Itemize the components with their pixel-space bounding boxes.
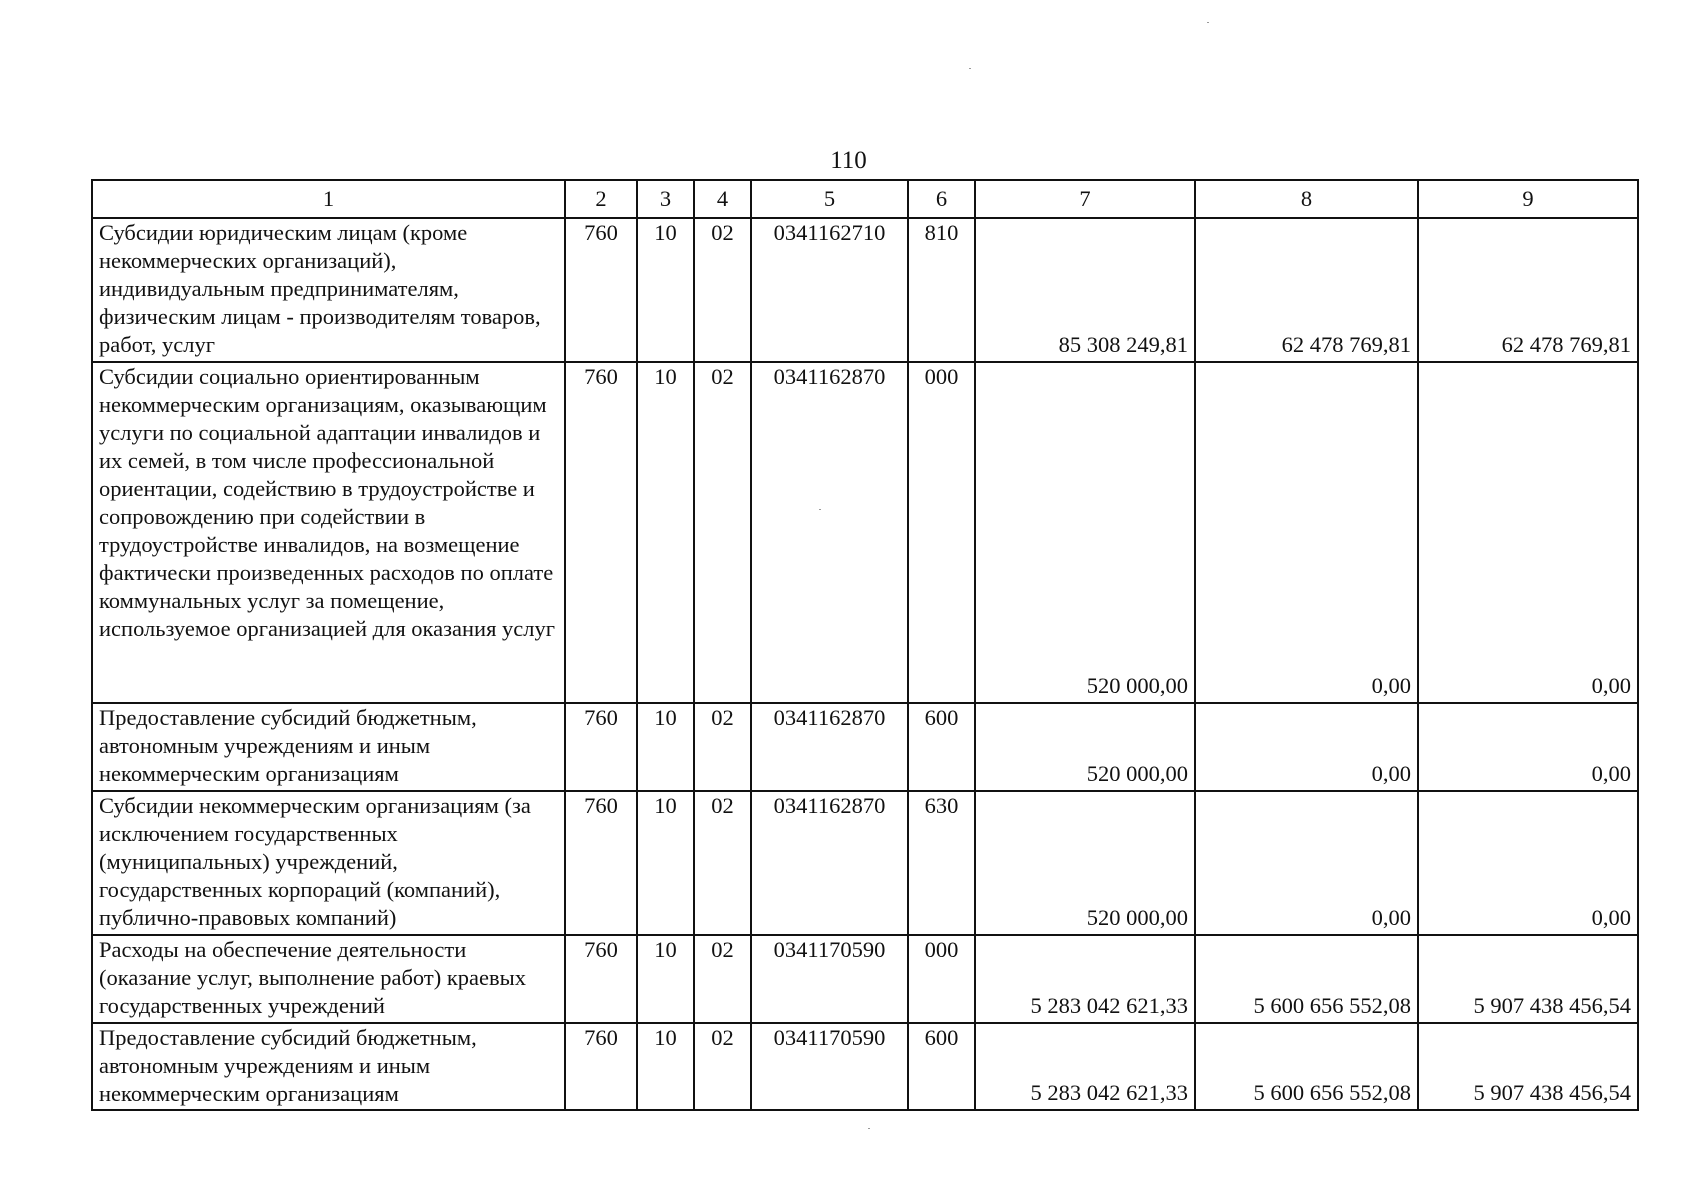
cell-amount-8: 62 478 769,81 [1195, 218, 1418, 362]
page-number: 110 [830, 147, 867, 174]
cell-amount-9: 62 478 769,81 [1418, 218, 1638, 362]
table-row [92, 218, 1638, 362]
cell-column-2: 760 [565, 703, 637, 791]
cell-description: Предоставление субсидий бюджетным, автономным учреждениям и иным некоммерческим организациям [92, 1023, 565, 1110]
cell-amount-7: 85 308 249,81 [975, 218, 1195, 362]
cell-column-4: 02 [694, 935, 751, 1023]
cell-column-2: 760 [565, 218, 637, 362]
cell-description: Субсидии социально ориентированным некоммерческим организациям, оказывающим услуги по социальной адаптации инвалидов и их семей, в том числе профессиональной ориентации, содействию в трудоустройстве и сопровождению при содействии в трудоустройстве инвалидов, на возмещение фактически произведенных расходов по оплате коммунальных услуг за помещение, используемое организацией для оказания услуг [92, 362, 565, 703]
cell-column-5: 0341162870 [751, 362, 908, 703]
table-row [92, 362, 1638, 703]
cell-amount-9: 5 907 438 456,54 [1418, 1023, 1638, 1110]
cell-amount-9: 0,00 [1418, 791, 1638, 935]
cell-amount-7: 520 000,00 [975, 362, 1195, 703]
cell-column-2: 760 [565, 935, 637, 1023]
cell-column-3: 10 [637, 218, 694, 362]
cell-amount-8: 0,00 [1195, 703, 1418, 791]
table-row [92, 703, 1638, 791]
scan-speck [1207, 22, 1209, 23]
cell-amount-7: 5 283 042 621,33 [975, 1023, 1195, 1110]
cell-column-3: 10 [637, 791, 694, 935]
cell-amount-7: 520 000,00 [975, 703, 1195, 791]
column-number-8: 8 [1195, 180, 1418, 218]
cell-column-4: 02 [694, 791, 751, 935]
cell-column-6: 000 [908, 935, 975, 1023]
cell-column-5: 0341162870 [751, 703, 908, 791]
cell-column-6: 600 [908, 1023, 975, 1110]
scan-speck [868, 1128, 870, 1129]
cell-column-3: 10 [637, 703, 694, 791]
scan-speck [969, 68, 971, 69]
cell-amount-9: 0,00 [1418, 703, 1638, 791]
cell-column-3: 10 [637, 362, 694, 703]
column-number-7: 7 [975, 180, 1195, 218]
cell-amount-8: 0,00 [1195, 791, 1418, 935]
column-number-3: 3 [637, 180, 694, 218]
cell-column-3: 10 [637, 935, 694, 1023]
cell-column-6: 600 [908, 703, 975, 791]
cell-column-4: 02 [694, 1023, 751, 1110]
cell-column-5: 0341162710 [751, 218, 908, 362]
column-number-6: 6 [908, 180, 975, 218]
cell-amount-7: 5 283 042 621,33 [975, 935, 1195, 1023]
cell-amount-8: 5 600 656 552,08 [1195, 935, 1418, 1023]
table-body [92, 180, 1638, 1110]
table-row [92, 1023, 1638, 1110]
cell-column-3: 10 [637, 1023, 694, 1110]
cell-column-5: 0341170590 [751, 1023, 908, 1110]
header-row [92, 180, 1638, 218]
cell-amount-8: 0,00 [1195, 362, 1418, 703]
cell-description: Субсидии юридическим лицам (кроме некоммерческих организаций), индивидуальным предпринимателям, физическим лицам - производителям товаров, работ, услуг [92, 218, 565, 362]
cell-column-5: 0341162870 [751, 791, 908, 935]
column-number-4: 4 [694, 180, 751, 218]
cell-column-4: 02 [694, 362, 751, 703]
cell-column-6: 810 [908, 218, 975, 362]
cell-column-5: 0341170590 [751, 935, 908, 1023]
table-row [92, 935, 1638, 1023]
cell-column-2: 760 [565, 791, 637, 935]
cell-column-2: 760 [565, 1023, 637, 1110]
cell-description: Расходы на обеспечение деятельности (оказание услуг, выполнение работ) краевых государственных учреждений [92, 935, 565, 1023]
column-number-9: 9 [1418, 180, 1638, 218]
cell-amount-7: 520 000,00 [975, 791, 1195, 935]
cell-description: Субсидии некоммерческим организациям (за исключением государственных (муниципальных) учреждений, государственных корпораций (компаний), публично-правовых компаний) [92, 791, 565, 935]
cell-column-6: 000 [908, 362, 975, 703]
column-number-1: 1 [92, 180, 565, 218]
column-number-2: 2 [565, 180, 637, 218]
budget-table [91, 179, 1639, 1111]
table-row [92, 791, 1638, 935]
column-number-5: 5 [751, 180, 908, 218]
cell-column-6: 630 [908, 791, 975, 935]
cell-amount-8: 5 600 656 552,08 [1195, 1023, 1418, 1110]
cell-amount-9: 0,00 [1418, 362, 1638, 703]
cell-column-4: 02 [694, 218, 751, 362]
scan-speck [819, 509, 821, 510]
cell-column-4: 02 [694, 703, 751, 791]
cell-column-2: 760 [565, 362, 637, 703]
cell-description: Предоставление субсидий бюджетным, автономным учреждениям и иным некоммерческим организациям [92, 703, 565, 791]
cell-amount-9: 5 907 438 456,54 [1418, 935, 1638, 1023]
